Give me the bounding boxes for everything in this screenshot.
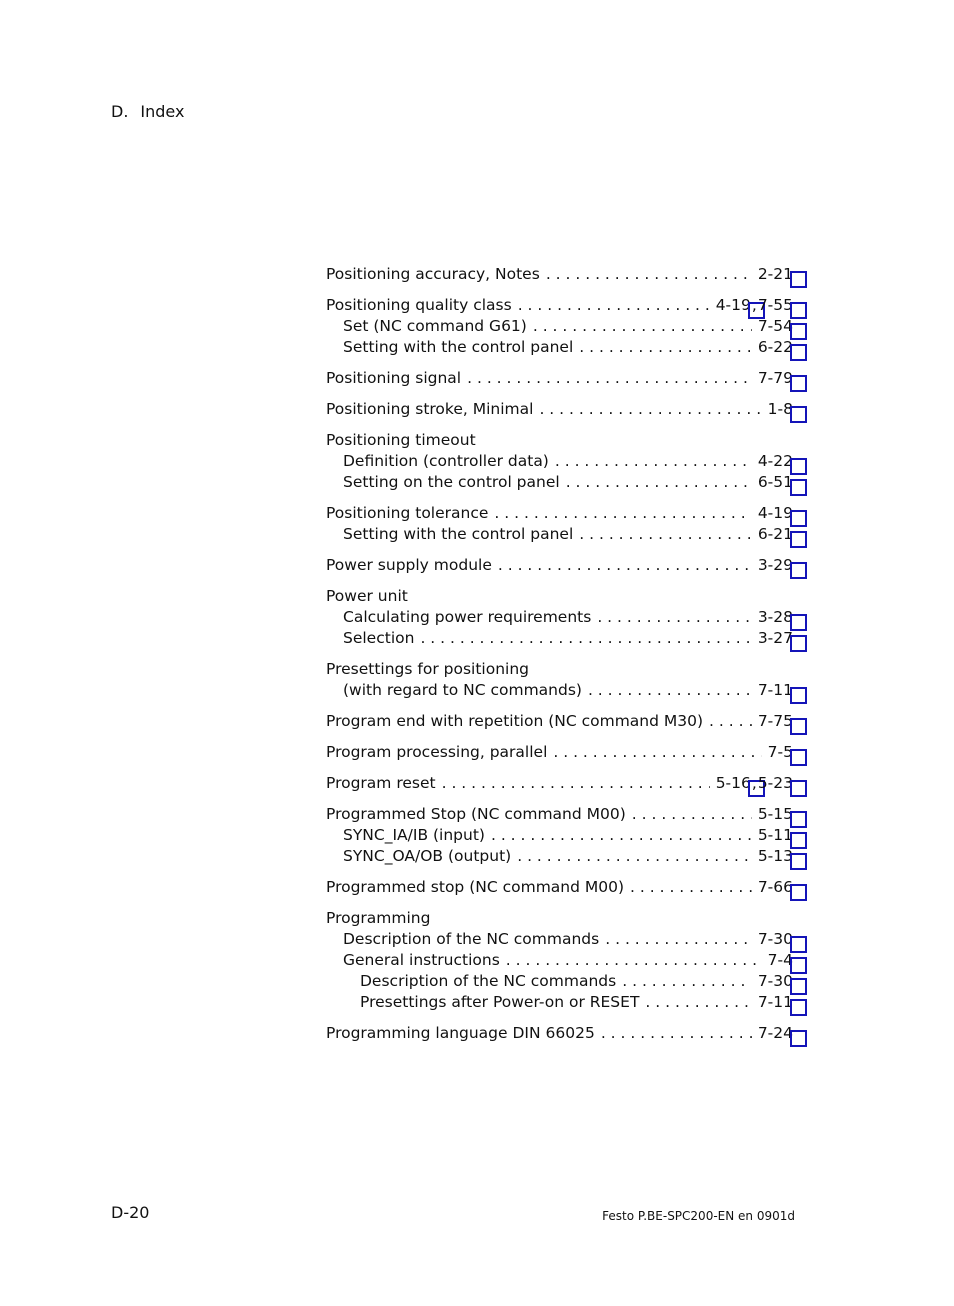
page-ref-link[interactable] — [758, 972, 793, 990]
page-ref-link[interactable] — [768, 400, 793, 418]
page-references — [758, 628, 796, 649]
index-entry — [326, 399, 796, 420]
index-entry — [326, 524, 796, 545]
page-references — [758, 929, 796, 950]
page-references — [758, 825, 796, 846]
index-entry — [326, 825, 796, 846]
index-entry — [326, 1023, 796, 1044]
page-header — [111, 102, 184, 121]
page-references — [758, 1023, 796, 1044]
page-ref-link[interactable] — [758, 525, 793, 543]
section-title: Index — [140, 102, 185, 121]
page-ref-link[interactable] — [758, 317, 793, 335]
page-ref-link[interactable] — [758, 556, 793, 574]
index-entry — [326, 555, 796, 576]
index-entry-label: Positioning signal — [326, 369, 462, 387]
page-ref-text: 6-22 — [757, 338, 793, 356]
leader-dots — [630, 877, 752, 898]
index-entry-label: Power unit — [326, 587, 408, 605]
index-entry-label: Setting on the control panel — [343, 473, 560, 491]
leader-dots — [588, 680, 752, 701]
index-entry — [326, 680, 796, 701]
page-ref-link[interactable] — [758, 473, 793, 491]
page-ref-link[interactable] — [758, 847, 793, 865]
leader-dots — [494, 503, 751, 524]
page-ref-link[interactable] — [758, 681, 793, 699]
page-references — [758, 503, 796, 524]
leader-dots — [442, 773, 710, 794]
page-ref-text: 5-16 — [715, 774, 751, 792]
document-id: Festo P.BE-SPC200-EN en 0901d — [602, 1209, 795, 1223]
leader-dots — [566, 472, 752, 493]
page-references — [768, 742, 796, 763]
index-entry — [326, 877, 796, 898]
index-entry-label: Definition (controller data) — [343, 452, 549, 470]
page-ref-text: 7-11 — [757, 993, 793, 1011]
page-references — [758, 264, 796, 285]
index-entry — [326, 430, 796, 451]
page-ref-text: 7-66 — [757, 878, 793, 896]
index-entry — [326, 929, 796, 950]
page-ref-text: 3-27 — [757, 629, 793, 647]
page-references — [758, 524, 796, 545]
index-entry — [326, 337, 796, 358]
page-references — [758, 337, 796, 358]
page-ref-text: 3-28 — [757, 608, 793, 626]
page-ref-text: 7-5 — [767, 743, 793, 761]
page-references — [758, 680, 796, 701]
index-entry-label: (with regard to NC commands) — [343, 681, 582, 699]
index-entry — [326, 472, 796, 493]
index-entry — [326, 742, 796, 763]
page-ref-link[interactable] — [758, 826, 793, 844]
page-ref-text: 1-8 — [767, 400, 793, 418]
page-references — [758, 368, 796, 389]
page-ref-link[interactable] — [716, 296, 751, 314]
page-ref-text: 6-51 — [757, 473, 793, 491]
page-ref-link[interactable] — [758, 629, 793, 647]
page-references — [768, 399, 796, 420]
leader-dots — [555, 451, 752, 472]
index-entry-label: Presettings for positioning — [326, 660, 529, 678]
index-entry — [326, 451, 796, 472]
index-entry-label: Programmed stop (NC command M00) — [326, 878, 625, 896]
index-entry — [326, 950, 796, 971]
page-references — [758, 607, 796, 628]
page-references — [758, 846, 796, 867]
index-entry-label: Setting with the control panel — [343, 525, 574, 543]
leader-dots — [546, 264, 752, 285]
page-ref-link[interactable] — [758, 296, 793, 314]
page-references — [758, 711, 796, 732]
index-entry — [326, 316, 796, 337]
page-ref-link[interactable] — [758, 774, 793, 792]
index-entry-label: Program reset — [326, 774, 436, 792]
index-entry — [326, 992, 796, 1013]
page-ref-text: 4-22 — [757, 452, 793, 470]
page-ref-text: 7-30 — [757, 972, 793, 990]
leader-dots — [709, 711, 752, 732]
index-entry — [326, 711, 796, 732]
page-ref-link[interactable] — [716, 774, 751, 792]
page-references — [758, 316, 796, 337]
index-entry — [326, 295, 796, 316]
leader-dots — [579, 337, 752, 358]
page-ref-separator: , — [751, 774, 757, 792]
page-ref-link[interactable] — [758, 930, 793, 948]
index-entry-label: Set (NC command G61) — [343, 317, 527, 335]
page-ref-text: 2-21 — [757, 265, 793, 283]
page-ref-link[interactable] — [758, 993, 793, 1011]
page-ref-text: 7-30 — [757, 930, 793, 948]
index-entry — [326, 773, 796, 794]
index-entry — [326, 503, 796, 524]
leader-dots — [645, 992, 751, 1013]
index-entry-label: SYNC_IA/IB (input) — [343, 826, 485, 844]
index-entry — [326, 659, 796, 680]
leader-dots — [539, 399, 761, 420]
page-ref-link[interactable] — [758, 608, 793, 626]
index-entry — [326, 628, 796, 649]
index-entry-label: Power supply module — [326, 556, 492, 574]
page-references — [758, 451, 796, 472]
index-entry-label: Programming — [326, 909, 431, 927]
leader-dots — [632, 804, 752, 825]
page-ref-link[interactable] — [758, 712, 793, 730]
page-ref-link[interactable] — [758, 452, 793, 470]
page-number: D-20 — [111, 1203, 150, 1222]
page-ref-text: 7-11 — [757, 681, 793, 699]
index-entry-label: Presettings after Power-on or RESET — [360, 993, 640, 1011]
index-entry-label: Positioning timeout — [326, 431, 476, 449]
page-ref-text: 7-55 — [757, 296, 793, 314]
leader-dots — [518, 295, 710, 316]
page-ref-text: 6-21 — [757, 525, 793, 543]
index-list — [326, 264, 796, 1044]
leader-dots — [533, 316, 752, 337]
page-ref-text: 5-13 — [757, 847, 793, 865]
page-ref-link[interactable] — [758, 369, 793, 387]
index-entry — [326, 264, 796, 285]
index-entry-label: Positioning stroke, Minimal — [326, 400, 534, 418]
leader-dots — [553, 742, 761, 763]
page-ref-text: 7-54 — [757, 317, 793, 335]
leader-dots — [491, 825, 752, 846]
leader-dots — [506, 950, 762, 971]
leader-dots — [622, 971, 752, 992]
page-ref-text: 7-79 — [757, 369, 793, 387]
index-entry-label: Selection — [343, 629, 415, 647]
index-entry-label: Description of the NC commands — [343, 930, 600, 948]
page-ref-text: 4-19 — [757, 504, 793, 522]
page-ref-separator: , — [751, 296, 757, 314]
index-entry-label: Programming language DIN 66025 — [326, 1024, 595, 1042]
page-ref-text: 5-15 — [757, 805, 793, 823]
page-ref-link[interactable] — [758, 338, 793, 356]
page-references — [716, 295, 796, 316]
page-ref-text: 3-29 — [757, 556, 793, 574]
index-entry-label: Calculating power requirements — [343, 608, 592, 626]
page-ref-text: 5-23 — [757, 774, 793, 792]
index-entry-label: Programmed Stop (NC command M00) — [326, 805, 626, 823]
page-references — [716, 773, 796, 794]
leader-dots — [420, 628, 751, 649]
index-entry-label: Positioning accuracy, Notes — [326, 265, 540, 283]
index-entry — [326, 971, 796, 992]
leader-dots — [597, 607, 752, 628]
page-references — [758, 555, 796, 576]
index-entry — [326, 607, 796, 628]
page-ref-text: 7-24 — [757, 1024, 793, 1042]
page-references — [758, 877, 796, 898]
page-references — [768, 950, 796, 971]
page-ref-link[interactable] — [768, 951, 793, 969]
index-entry-label: General instructions — [343, 951, 500, 969]
leader-dots — [601, 1023, 752, 1044]
leader-dots — [605, 929, 752, 950]
index-entry — [326, 368, 796, 389]
page-ref-text: 4-19 — [715, 296, 751, 314]
page-ref-link[interactable] — [758, 878, 793, 896]
index-entry-label: Positioning tolerance — [326, 504, 489, 522]
leader-dots — [498, 555, 752, 576]
index-entry-label: Positioning quality class — [326, 296, 512, 314]
index-entry — [326, 804, 796, 825]
page-ref-text: 7-4 — [767, 951, 793, 969]
section-letter: D. — [111, 102, 129, 121]
page-ref-text: 7-75 — [757, 712, 793, 730]
index-entry-label: Program processing, parallel — [326, 743, 548, 761]
page-ref-link[interactable] — [758, 1024, 793, 1042]
leader-dots — [517, 846, 752, 867]
index-entry — [326, 586, 796, 607]
index-entry-label: SYNC_OA/OB (output) — [343, 847, 512, 865]
page-references — [758, 992, 796, 1013]
index-entry-label: Description of the NC commands — [360, 972, 617, 990]
page-references — [758, 472, 796, 493]
index-entry-label: Setting with the control panel — [343, 338, 574, 356]
index-entry — [326, 846, 796, 867]
page-ref-link[interactable] — [758, 504, 793, 522]
page-references — [758, 971, 796, 992]
index-entry — [326, 908, 796, 929]
page-ref-link[interactable] — [758, 805, 793, 823]
index-entry-label: Program end with repetition (NC command M30) — [326, 712, 704, 730]
leader-dots — [467, 368, 752, 389]
leader-dots — [579, 524, 752, 545]
page-ref-text: 5-11 — [757, 826, 793, 844]
page-ref-link[interactable] — [768, 743, 793, 761]
page-ref-link[interactable] — [758, 265, 793, 283]
page-references — [758, 804, 796, 825]
